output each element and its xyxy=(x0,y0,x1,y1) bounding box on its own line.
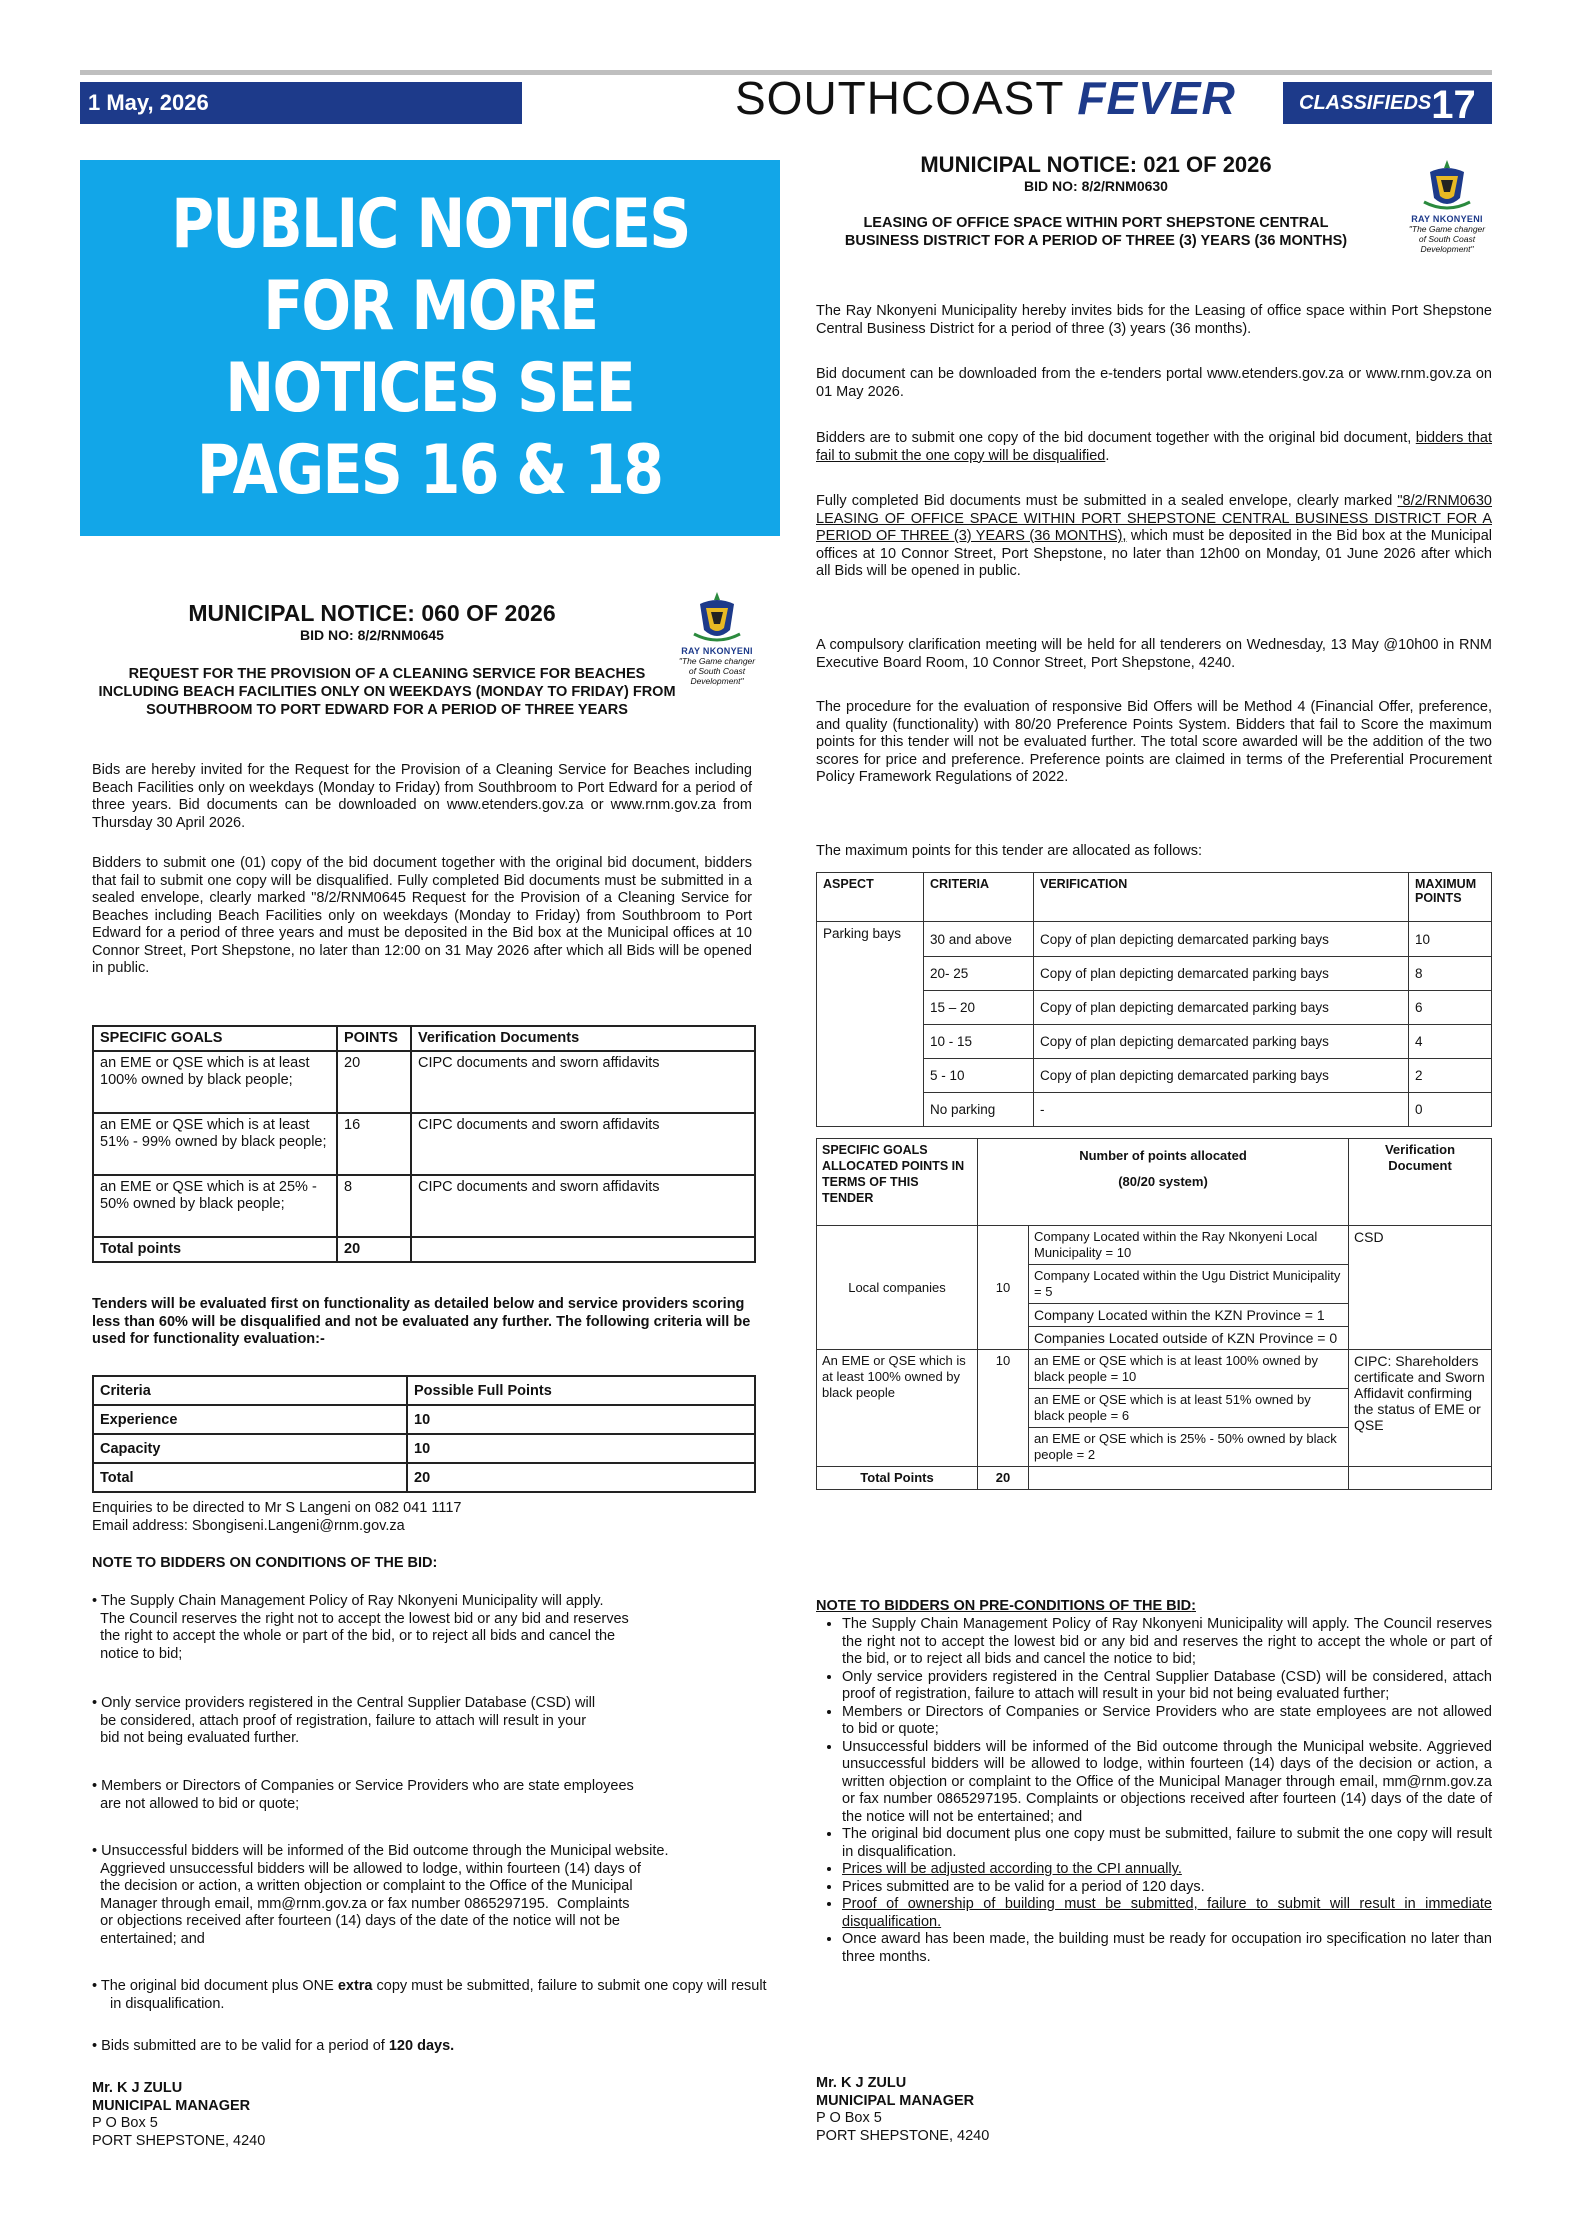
notice-subject: REQUEST FOR THE PROVISION OF A CLEANING SERVICE FOR BEACHES INCLUDING BEACH FACILITIES ONLY ON WEEKDAYS (MONDAY TO FRIDAY) FROM SOUTHBROOM TO PORT EDWARD FOR A PERIOD OF THREE YEARS xyxy=(98,666,676,718)
enquiries-phone: Enquiries to be directed to Mr S Langeni on 082 041 1117 xyxy=(92,1500,462,1516)
signatory-title: MUNICIPAL MANAGER xyxy=(92,2097,251,2114)
list-item: • Members or Directors of Companies or Service Providers who are state employees are not allowed to bid or quote; xyxy=(842,1704,1492,1739)
table-header: Verification Document xyxy=(1349,1139,1492,1226)
condition-bullet: • Unsuccessful bidders will be informed of the Bid outcome through the Municipal website. Aggrieved unsuccessful bidders will be allowed to lodge, within fourteen (14) days of the decision or action, a written objection or complaint to the Office of the Municipal Manager through email, mm@rnm.gov.za or fax number 0865297195. Complaints or objections received after fourteen (14) days of the date of the notice will not be entertained; and xyxy=(92,1843,669,1947)
section-bar xyxy=(1283,82,1492,127)
table-cell: an EME or QSE which is at least 100% owned by black people; xyxy=(93,1051,337,1113)
table-cell: CIPC: Shareholders certificate and Sworn Affidavit confirming the status of EME or QSE xyxy=(1349,1350,1492,1467)
table-header: Criteria xyxy=(93,1376,407,1405)
table-cell: Parking bays xyxy=(817,922,924,1127)
note-heading: NOTE TO BIDDERS ON CONDITIONS OF THE BID: xyxy=(92,1555,438,1571)
table-header: POINTS xyxy=(337,1026,411,1051)
table-header: SPECIFIC GOALS ALLOCATED POINTS IN TERMS OF THIS TENDER xyxy=(817,1139,978,1226)
table-cell: 0 xyxy=(1409,1093,1492,1127)
table-cell: Total points xyxy=(93,1237,337,1262)
issue-date: 1 May, 2026 xyxy=(80,82,522,124)
notice-060 xyxy=(92,600,752,719)
notice-subject: LEASING OF OFFICE SPACE WITHIN PORT SHEPSTONE CENTRAL BUSINESS DISTRICT FOR A PERIOD OF THREE (3) YEARS (36 MONTHS) xyxy=(844,215,1348,249)
table-cell: CIPC documents and sworn affidavits xyxy=(411,1175,755,1237)
notice-021 xyxy=(816,152,1376,250)
table-header: SPECIFIC GOALS xyxy=(93,1026,337,1051)
table-cell: Companies Located outside of KZN Province = 0 xyxy=(1029,1327,1349,1350)
list-item: • Once award has been made, the building must be ready for occupation iro specification no later than three months. xyxy=(842,1931,1492,1966)
enquiries xyxy=(92,1500,756,1535)
logo-tagline: "The Game changer of South Coast Development" xyxy=(1408,224,1486,254)
bid-number: BID NO: 8/2/RNM0645 xyxy=(300,627,444,643)
table-total-row xyxy=(817,1467,1492,1490)
table-cell: Total xyxy=(93,1463,407,1492)
shield-logo-icon xyxy=(690,590,744,646)
table-cell: 8 xyxy=(337,1175,411,1237)
notice-title: MUNICIPAL NOTICE: 060 OF 2026 xyxy=(188,600,556,626)
pre-conditions-list xyxy=(816,1616,1492,1966)
list-item: • Unsuccessful bidders will be informed of the Bid outcome through the Municipal website. Aggrieved unsuccessful bidders will be allowed to lodge, within fourteen (14) days of the decision or action, a written objection or complaint to the Office of the Municipal Manager through email, mm@rnm.gov.za or fax number 0865297195. Complaints or objections received after fourteen (14) days of the date of the notice will not be entertained; and xyxy=(842,1739,1492,1827)
list-item: • Proof of ownership of building must be submitted, failure to submit will result in immediate disqualification. xyxy=(842,1896,1492,1931)
bid-number: BID NO: 8/2/RNM0630 xyxy=(1024,178,1168,194)
signatory-name: Mr. K J ZULU xyxy=(92,2080,183,2096)
table-cell: 20 xyxy=(407,1463,755,1492)
table-cell: CIPC documents and sworn affidavits xyxy=(411,1113,755,1175)
table-row xyxy=(93,1405,755,1434)
table-header-row xyxy=(93,1376,755,1405)
table-cell: an EME or QSE which is at least 51% - 99% owned by black people; xyxy=(93,1113,337,1175)
table-cell xyxy=(1029,1467,1349,1490)
list-item: • The original bid document plus one copy must be submitted, failure to submit the one copy will result in disqualification. xyxy=(842,1826,1492,1861)
public-notices-promo xyxy=(80,160,780,536)
ray-nkonyeni-logo xyxy=(672,590,762,686)
notice-paragraph: A compulsory clarification meeting will be held for all tenderers on Wednesday, 13 May @10h00 in RNM Executive Board Room, 10 Connor Street, Port Shepstone, 4240. xyxy=(816,637,1492,671)
table-cell: 10 xyxy=(407,1405,755,1434)
notice-paragraph: Bids are hereby invited for the Request for the Provision of a Cleaning Service for Beaches including Beach Facilities only on weekdays (Monday to Friday) from Southbroom to Port Edward for a period of three years. Bid documents can be downloaded on www.etenders.gov.za or www.rnm.gov.za from Thursday 30 April 2026. xyxy=(92,762,752,831)
table-cell: Experience xyxy=(93,1405,407,1434)
table-cell: 10 - 15 xyxy=(924,1025,1034,1059)
table-cell: - xyxy=(1034,1093,1409,1127)
list-item: • Prices will be adjusted according to the CPI annually. xyxy=(842,1861,1492,1879)
table-cell: Total Points xyxy=(817,1467,978,1490)
signature-block xyxy=(92,2080,492,2150)
table-cell: an EME or QSE which is at least 51% owned by black people = 6 xyxy=(1029,1389,1349,1428)
table-cell: An EME or QSE which is at least 100% owned by black people xyxy=(817,1350,978,1467)
table-cell: Local companies xyxy=(817,1226,978,1350)
table-row xyxy=(817,922,1492,957)
table-header: Possible Full Points xyxy=(407,1376,755,1405)
table-cell: 4 xyxy=(1409,1025,1492,1059)
notice-paragraph: Fully completed Bid documents must be submitted in a sealed envelope, clearly marked "8/2/RNM0630 LEASING OF OFFICE SPACE WITHIN PORT SHEPSTONE CENTRAL BUSINESS DISTRICT FOR A PERIOD OF THREE (3) YEARS (36 MONTHS), which must be deposited in the Bid box at the Municipal offices at 10 Connor Street, Port Shepstone, no later than 12h00 on Monday, 01 June 2026 after which all Bids will be opened in public. xyxy=(816,493,1492,579)
section-name: CLASSIFIEDS xyxy=(1299,92,1432,114)
masthead-bold: FEVER xyxy=(1077,72,1236,124)
promo-line: FOR MORE xyxy=(262,267,598,346)
table-cell: Capacity xyxy=(93,1434,407,1463)
logo-name: RAY NKONYENI xyxy=(681,646,753,656)
table-cell: Copy of plan depicting demarcated parking bays xyxy=(1034,1059,1409,1093)
table-cell: an EME or QSE which is 25% - 50% owned by black people = 2 xyxy=(1029,1428,1349,1467)
table-cell: CIPC documents and sworn affidavits xyxy=(411,1051,755,1113)
notice-paragraph: The Ray Nkonyeni Municipality hereby invites bids for the Leasing of office space within Port Shepstone Central Business District for a period of three (3) years (36 months). xyxy=(816,303,1492,337)
postal-box: P O Box 5 xyxy=(816,2110,882,2126)
notice-paragraph: The procedure for the evaluation of responsive Bid Offers will be Method 4 (Financial Offer, preference, and quality (functionality) with 80/20 Preference Points System. Bidders that fail to Score the maximum points for this tender will not be evaluated further. The total score awarded will be the addition of the two scores for price and preference. Preference points are claimed in terms of the Preferential Procurement Policy Framework Regulations of 2022. xyxy=(816,699,1492,785)
promo-line: PUBLIC NOTICES xyxy=(170,185,690,264)
notice-paragraph: Bidders to submit one (01) copy of the bid document together with the original bid document, bidders that fail to submit one copy will be disqualified. Fully completed Bid documents must be submitted in a sealed envelope, clearly marked "8/2/RNM0645 Request for the Provision of a Cleaning Service for Beaches including Beach Facilities only on weekdays (Monday to Friday) from Southbroom to Port Edward for a period of three years and must be deposited in the Bid box at the Municipal offices at 10 Connor Street, Port Shepstone, no later than 12:00 on 31 May 2026 after which all Bids will be opened in public. xyxy=(92,855,752,976)
table-cell: 10 xyxy=(978,1350,1029,1467)
table-cell: Company Located within the KZN Province = 1 xyxy=(1029,1304,1349,1327)
table-cell: an EME or QSE which is at 25% - 50% owned by black people; xyxy=(93,1175,337,1237)
preference-points-table xyxy=(816,1138,1492,1490)
postal-city: PORT SHEPSTONE, 4240 xyxy=(92,2132,266,2149)
logo-name: RAY NKONYENI xyxy=(1411,214,1483,224)
parking-points-table xyxy=(816,872,1492,1127)
condition-bullet: • Members or Directors of Companies or Service Providers who are state employees are not allowed to bid or quote; xyxy=(92,1778,634,1812)
table-header: Verification Documents xyxy=(411,1026,755,1051)
table-cell: 2 xyxy=(1409,1059,1492,1093)
ray-nkonyeni-logo xyxy=(1402,158,1492,254)
table-cell: 20 xyxy=(978,1467,1029,1490)
table-cell: 30 and above xyxy=(924,922,1034,957)
condition-bullet: • Only service providers registered in the Central Supplier Database (CSD) will be considered, attach proof of registration, failure to attach will result in your bid not being evaluated further. xyxy=(92,1695,596,1746)
table-header-row xyxy=(817,873,1492,922)
table-cell: 16 xyxy=(337,1113,411,1175)
table-cell: Copy of plan depicting demarcated parking bays xyxy=(1034,957,1409,991)
signatory-title: MUNICIPAL MANAGER xyxy=(816,2092,975,2109)
notice-title: MUNICIPAL NOTICE: 021 OF 2026 xyxy=(920,152,1272,177)
table-cell: Copy of plan depicting demarcated parking bays xyxy=(1034,1025,1409,1059)
table-row xyxy=(93,1175,755,1237)
functionality-statement: Tenders will be evaluated first on functionality as detailed below and service providers scoring less than 60% will be disqualified and not be evaluated any further. The following criteria will be used for functionality evaluation:- xyxy=(92,1296,751,1347)
table-header: Number of points allocated (80/20 system) xyxy=(978,1139,1349,1226)
table-cell: 20 xyxy=(337,1051,411,1113)
table-cell: 8 xyxy=(1409,957,1492,991)
table-header: CRITERIA xyxy=(924,873,1034,922)
table-row xyxy=(93,1051,755,1113)
table-cell: Company Located within the Ray Nkonyeni Local Municipality = 10 xyxy=(1029,1226,1349,1265)
note-heading: NOTE TO BIDDERS ON PRE-CONDITIONS OF THE BID: xyxy=(816,1598,1196,1614)
specific-goals-table xyxy=(92,1025,756,1263)
condition-bullet: • The original bid document plus ONE extra copy must be submitted, failure to submit one copy will result in disqualification. xyxy=(92,1978,767,2012)
table-header: MAXIMUM POINTS xyxy=(1409,873,1492,922)
list-item: • Prices submitted are to be valid for a period of 120 days. xyxy=(842,1879,1492,1897)
enquiries-email: Email address: Sbongiseni.Langeni@rnm.gov.za xyxy=(92,1517,405,1534)
table-row xyxy=(817,1226,1492,1265)
table-cell: an EME or QSE which is at least 100% owned by black people = 10 xyxy=(1029,1350,1349,1389)
page-number: 17 xyxy=(1431,82,1476,127)
table-row xyxy=(93,1113,755,1175)
table-total-row xyxy=(93,1237,755,1262)
signature-block xyxy=(816,2075,1216,2145)
masthead-plain: SOUTHCOAST xyxy=(735,72,1064,124)
table-header: ASPECT xyxy=(817,873,924,922)
table-header-row xyxy=(93,1026,755,1051)
table-cell: 20- 25 xyxy=(924,957,1034,991)
table-row xyxy=(93,1434,755,1463)
criteria-table xyxy=(92,1375,756,1493)
condition-bullet: • Bids submitted are to be valid for a period of 120 days. xyxy=(92,2038,455,2054)
notice-paragraph: Bid document can be downloaded from the e-tenders portal www.etenders.gov.za or www.rnm.gov.za on 01 May 2026. xyxy=(816,366,1492,400)
table-cell: CSD xyxy=(1349,1226,1492,1350)
notice-paragraph: The maximum points for this tender are allocated as follows: xyxy=(816,843,1203,859)
logo-tagline: "The Game changer of South Coast Development" xyxy=(678,656,756,686)
table-cell: Company Located within the Ugu District Municipality = 5 xyxy=(1029,1265,1349,1304)
table-cell: 20 xyxy=(337,1237,411,1262)
list-item: • Only service providers registered in the Central Supplier Database (CSD) will be considered, attach proof of registration, failure to attach will result in your bid not being evaluated further; xyxy=(842,1669,1492,1704)
table-cell: Copy of plan depicting demarcated parking bays xyxy=(1034,991,1409,1025)
signatory-name: Mr. K J ZULU xyxy=(816,2075,907,2091)
table-row xyxy=(93,1463,755,1492)
list-item: • The Supply Chain Management Policy of Ray Nkonyeni Municipality will apply. The Council reserves the right not to accept the lowest bid or any bid and reserves the right to accept the whole or part of the bid, or to reject all bids and cancel the notice to bid; xyxy=(842,1616,1492,1669)
table-header-row xyxy=(817,1139,1492,1226)
masthead xyxy=(735,72,1236,124)
condition-bullet: • The Supply Chain Management Policy of Ray Nkonyeni Municipality will apply. The Council reserves the right not to accept the lowest bid or any bid and reserves the right to accept the whole or part of the bid, or to reject all bids and cancel the notice to bid; xyxy=(92,1593,629,1662)
postal-box: P O Box 5 xyxy=(92,2115,158,2131)
notice-paragraph: Bidders are to submit one copy of the bid document together with the original bid document, bidders that fail to submit the one copy will be disqualified. xyxy=(816,430,1492,464)
table-cell xyxy=(411,1237,755,1262)
table-row xyxy=(817,1350,1492,1389)
table-cell: 5 - 10 xyxy=(924,1059,1034,1093)
table-cell: Copy of plan depicting demarcated parking bays xyxy=(1034,922,1409,957)
table-cell: 10 xyxy=(1409,922,1492,957)
table-cell: 10 xyxy=(978,1226,1029,1350)
table-cell: 10 xyxy=(407,1434,755,1463)
table-cell: 6 xyxy=(1409,991,1492,1025)
table-cell: 15 – 20 xyxy=(924,991,1034,1025)
table-cell: No parking xyxy=(924,1093,1034,1127)
table-cell xyxy=(1349,1467,1492,1490)
promo-line: PAGES 16 & 18 xyxy=(197,431,663,510)
table-header: VERIFICATION xyxy=(1034,873,1409,922)
promo-line: NOTICES SEE xyxy=(225,349,635,428)
shield-logo-icon xyxy=(1420,158,1474,214)
postal-city: PORT SHEPSTONE, 4240 xyxy=(816,2127,990,2144)
